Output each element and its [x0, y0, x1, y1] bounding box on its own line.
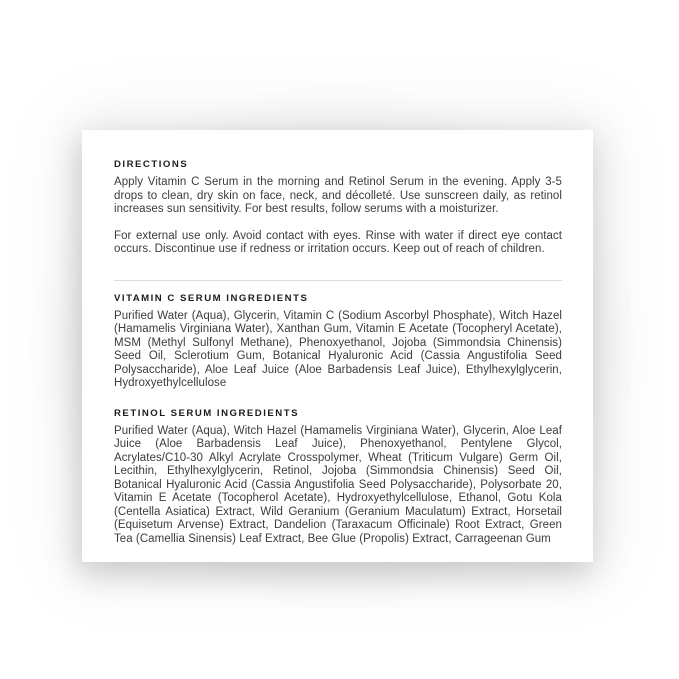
directions-usage-paragraph: Apply Vitamin C Serum in the morning and Retinol Serum in the evening. Apply 3-5 drops to clean, dry skin on face, neck, and décolleté. Use sunscreen daily, as retinol increases sun sensitivity. For best results, follow serums with a moisturizer. — [114, 176, 562, 215]
retinol-ingredients-list: Purified Water (Aqua), Witch Hazel (Hamamelis Virginiana Water), Glycerin, Aloe Leaf Juice (Aloe Barbadensis Leaf Juice), Phenoxyethanol, Pentylene Glycol, Acrylates/C10-30 Alkyl Acrylate Crosspolymer, Wheat (Triticum Vulgare) Germ Oil, Lecithin, Ethylhexylglycerin, Retinol, Jojoba (Simmondsia Chinensis) Seed Oil, Botanical Hyaluronic Acid (Cassia Angustifolia Seed Polysaccharide), Polysorbate 20, Vitamin E Acetate (Tocopherol Acetate), Hydroxyethylcellulose, Ethanol, Gotu Kola (Centella Asiatica) Extract, Wild Geranium (Geranium Maculatum) Extract, Horsetail (Equisetum Arvense) Extract, Dandelion (Taraxacum Officinale) Root Extract, Green Tea (Camellia Sinensis) Leaf Extract, Bee Glue (Propolis) Extract, Carrageenan Gum — [114, 424, 562, 545]
directions-warning-paragraph: For external use only. Avoid contact with eyes. Rinse with water if direct eye contact occurs. Discontinue use if redness or irritation occurs. Keep out of reach of children. — [114, 229, 562, 255]
directions-heading: DIRECTIONS — [114, 159, 189, 170]
directions-section — [114, 159, 562, 257]
section-divider — [114, 280, 562, 281]
label-card — [82, 130, 593, 562]
vitamin-c-ingredients-list: Purified Water (Aqua), Glycerin, Vitamin C (Sodium Ascorbyl Phosphate), Witch Hazel (Hamamelis Virginiana Water), Xanthan Gum, Vitamin E Acetate (Tocopheryl Acetate), MSM (Methyl Sulfonyl Methane), Phenoxyethanol, Jojoba (Simmondsia Chinensis) Seed Oil, Sclerotium Gum, Botanical Hyaluronic Acid (Cassia Angustifolia Seed Polysaccharide), Aloe Leaf Juice (Aloe Barbadensis Leaf Juice), Ethylhexylglycerin, Hydroxyethylcellulose — [114, 309, 562, 389]
vitamin-c-ingredients-section — [114, 293, 562, 391]
vitamin-c-ingredients-heading: VITAMIN C SERUM INGREDIENTS — [114, 292, 309, 304]
retinol-ingredients-section — [114, 408, 562, 547]
retinol-ingredients-heading: RETINOL SERUM INGREDIENTS — [114, 407, 299, 419]
